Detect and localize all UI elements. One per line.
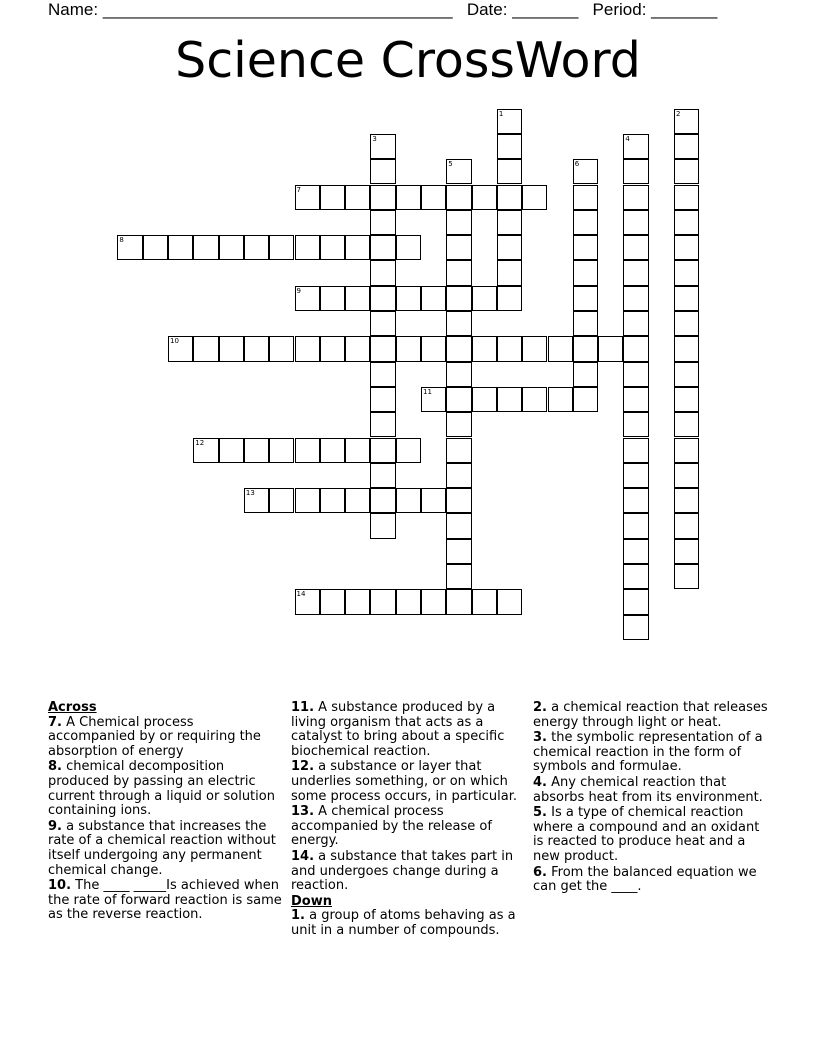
crossword-cell[interactable] — [497, 210, 522, 235]
crossword-cell[interactable] — [320, 488, 345, 513]
clues-column-3 — [533, 701, 769, 896]
crossword-cell[interactable] — [674, 362, 699, 387]
clue-down-1: 1. a group of atoms behaving as a unit in a number of compounds. — [291, 908, 516, 938]
crossword-cell[interactable] — [446, 336, 471, 361]
crossword-cell[interactable] — [497, 260, 522, 285]
crossword-cell[interactable] — [421, 589, 446, 614]
crossword-cell[interactable] — [446, 362, 471, 387]
crossword-cell[interactable] — [623, 387, 648, 412]
clue-across-14: 14. a substance that takes part in and undergoes change during a reaction. — [291, 848, 514, 894]
crossword-cell[interactable] — [623, 438, 648, 463]
crossword-cell[interactable] — [269, 235, 294, 260]
crossword-cell[interactable] — [269, 438, 294, 463]
crossword-cell[interactable] — [446, 412, 471, 437]
clue-number: 10 — [170, 337, 179, 346]
crossword-cell[interactable] — [320, 185, 345, 210]
crossword-cell[interactable] — [497, 286, 522, 311]
clue-across-11: 11. A substance produced by a living organism that acts as a catalyst to bring about a specific biochemical reaction. — [291, 700, 505, 759]
crossword-cell[interactable] — [370, 235, 395, 260]
date-field[interactable]: _______ — [512, 0, 579, 19]
crossword-cell[interactable] — [623, 235, 648, 260]
crossword-cell[interactable] — [573, 159, 598, 184]
page-title: Science CrossWord — [175, 32, 641, 89]
crossword-cell[interactable] — [320, 235, 345, 260]
crossword-cell[interactable] — [370, 463, 395, 488]
crossword-cell[interactable] — [497, 185, 522, 210]
crossword-cell[interactable] — [573, 260, 598, 285]
crossword-cell[interactable] — [168, 336, 193, 361]
crossword-cell[interactable] — [219, 438, 244, 463]
clue-down-3: 3. the symbolic representation of a chemical reaction in the form of symbols and formulae. — [533, 730, 763, 775]
crossword-cell[interactable] — [674, 412, 699, 437]
clue-down-6: 6. From the balanced equation we can get the ____. — [533, 864, 757, 895]
crossword-cell[interactable] — [370, 488, 395, 513]
crossword-cell[interactable] — [446, 185, 471, 210]
crossword-cell[interactable] — [497, 109, 522, 134]
crossword-cell[interactable] — [320, 336, 345, 361]
crossword-cell[interactable] — [370, 210, 395, 235]
crossword-cell[interactable] — [370, 260, 395, 285]
clue-number: 5 — [448, 160, 453, 169]
crossword-cell[interactable] — [396, 336, 421, 361]
crossword-cell[interactable] — [472, 336, 497, 361]
crossword-cell[interactable] — [472, 185, 497, 210]
crossword-cell[interactable] — [497, 589, 522, 614]
clue-across-7: 7. A Chemical process accompanied by or requiring the absorption of energy — [48, 714, 261, 759]
date-label: Date: — [466, 0, 508, 19]
crossword-cell[interactable] — [345, 185, 370, 210]
crossword-cell[interactable] — [674, 564, 699, 589]
crossword-cell[interactable] — [295, 235, 320, 260]
crossword-cell[interactable] — [446, 539, 471, 564]
crossword-cell[interactable] — [446, 564, 471, 589]
crossword-cell[interactable] — [522, 336, 547, 361]
crossword-cell[interactable] — [674, 109, 699, 134]
crossword-cell[interactable] — [295, 185, 320, 210]
crossword-cell[interactable] — [193, 336, 218, 361]
crossword-cell[interactable] — [674, 513, 699, 538]
crossword-cell[interactable] — [623, 311, 648, 336]
crossword-cell[interactable] — [674, 336, 699, 361]
crossword-cell[interactable] — [421, 286, 446, 311]
clues-column-2 — [291, 701, 527, 940]
crossword-cell[interactable] — [623, 513, 648, 538]
clue-number: 2 — [676, 109, 681, 118]
crossword-cell[interactable] — [472, 589, 497, 614]
crossword-cell[interactable] — [623, 336, 648, 361]
clue-number: 7 — [296, 185, 301, 194]
crossword-cell[interactable] — [573, 286, 598, 311]
crossword-cell[interactable] — [370, 589, 395, 614]
crossword-cell[interactable] — [370, 387, 395, 412]
crossword-cell[interactable] — [345, 286, 370, 311]
crossword-cell[interactable] — [244, 336, 269, 361]
clue-number: 13 — [245, 489, 255, 498]
crossword-cell[interactable] — [295, 336, 320, 361]
crossword-cell[interactable] — [472, 387, 497, 412]
name-label: Name: — [48, 0, 99, 19]
crossword-cell[interactable] — [573, 235, 598, 260]
crossword-cell[interactable] — [219, 235, 244, 260]
crossword-cell[interactable] — [244, 235, 269, 260]
crossword-cell[interactable] — [370, 286, 395, 311]
crossword-cell[interactable] — [396, 589, 421, 614]
crossword-cell[interactable] — [497, 387, 522, 412]
clue-across-8: 8. chemical decomposition produced by passing an electric current through a liquid or solution containing ions. — [48, 759, 275, 819]
crossword-cell[interactable] — [623, 615, 648, 640]
clue-down-5: 5. Is a type of chemical reaction where a compound and an oxidant is reacted to produce heat and a new product. — [533, 805, 760, 864]
crossword-cell[interactable] — [370, 311, 395, 336]
down-heading: Down — [291, 893, 332, 909]
period-label: Period: — [592, 0, 647, 19]
crossword-cell[interactable] — [674, 134, 699, 159]
crossword-cell[interactable] — [674, 311, 699, 336]
clue-across-9: 9. a substance that increases the rate of a chemical reaction without itself undergoing any permanent chemical change. — [48, 818, 276, 878]
crossword-cell[interactable] — [295, 488, 320, 513]
crossword-cell[interactable] — [345, 235, 370, 260]
crossword-cell[interactable] — [345, 488, 370, 513]
crossword-cell[interactable] — [598, 336, 623, 361]
crossword-cell[interactable] — [623, 134, 648, 159]
crossword-cell[interactable] — [168, 235, 193, 260]
crossword-cell[interactable] — [497, 235, 522, 260]
clue-number: 1 — [498, 109, 504, 118]
crossword-cell[interactable] — [193, 235, 218, 260]
crossword-cell[interactable] — [446, 589, 471, 614]
crossword-cell[interactable] — [370, 438, 395, 463]
crossword-cell[interactable] — [370, 412, 395, 437]
crossword-cell[interactable] — [370, 134, 395, 159]
crossword-cell[interactable] — [623, 564, 648, 589]
crossword-cell[interactable] — [446, 260, 471, 285]
crossword-cell[interactable] — [446, 159, 471, 184]
crossword-cell[interactable] — [269, 336, 294, 361]
crossword-cell[interactable] — [370, 513, 395, 538]
crossword-cell[interactable] — [244, 488, 269, 513]
crossword-cell[interactable] — [674, 185, 699, 210]
crossword-cell[interactable] — [674, 438, 699, 463]
crossword-cell[interactable] — [674, 463, 699, 488]
crossword-cell[interactable] — [396, 438, 421, 463]
crossword-cell[interactable] — [320, 589, 345, 614]
clue-across-10: 10. The ____ _____Is achieved when the rate of forward reaction is same as the reverse reaction. — [48, 878, 282, 923]
clue-down-2: 2. a chemical reaction that releases energy through light or heat. — [533, 700, 768, 730]
crossword-cell[interactable] — [674, 488, 699, 513]
crossword-cell[interactable] — [446, 463, 471, 488]
crossword-cell[interactable] — [446, 286, 471, 311]
crossword-cell[interactable] — [446, 387, 471, 412]
clue-number: 12 — [195, 438, 205, 447]
crossword-cell[interactable] — [674, 539, 699, 564]
crossword-cell[interactable] — [345, 438, 370, 463]
clue-down-4: 4. Any chemical reaction that absorbs heat from its environment. — [533, 774, 763, 805]
crossword-cell[interactable] — [421, 488, 446, 513]
clue-number: 14 — [296, 590, 306, 599]
crossword-cell[interactable] — [674, 235, 699, 260]
crossword-cell[interactable] — [370, 336, 395, 361]
crossword-cell[interactable] — [497, 336, 522, 361]
crossword-cell[interactable] — [674, 260, 699, 285]
clue-number: 4 — [625, 134, 630, 143]
crossword-cell[interactable] — [370, 362, 395, 387]
crossword-cell[interactable] — [143, 235, 168, 260]
crossword-cell[interactable] — [623, 260, 648, 285]
crossword-cell[interactable] — [269, 488, 294, 513]
crossword-cell[interactable] — [345, 589, 370, 614]
crossword-cell[interactable] — [674, 387, 699, 412]
crossword-cell[interactable] — [573, 336, 598, 361]
crossword-cell[interactable] — [295, 438, 320, 463]
clue-across-13: 13. A chemical process accompanied by the release of energy. — [291, 804, 492, 849]
crossword-cell[interactable] — [548, 387, 573, 412]
crossword-cell[interactable] — [446, 488, 471, 513]
clue-number: 9 — [296, 286, 301, 295]
crossword-cell[interactable] — [320, 286, 345, 311]
clue-number: 8 — [119, 236, 124, 245]
crossword-cell[interactable] — [623, 159, 648, 184]
crossword-cell[interactable] — [674, 159, 699, 184]
crossword-cell[interactable] — [117, 235, 142, 260]
crossword-cell[interactable] — [446, 513, 471, 538]
crossword-cell[interactable] — [623, 362, 648, 387]
crossword-cell[interactable] — [446, 210, 471, 235]
crossword-cell[interactable] — [623, 210, 648, 235]
crossword-cell[interactable] — [295, 286, 320, 311]
crossword-cell[interactable] — [522, 387, 547, 412]
clue-across-12: 12. a substance or layer that underlies something, or on which some process occurs, in particular. — [291, 759, 517, 804]
crossword-cell[interactable] — [446, 311, 471, 336]
crossword-cell[interactable] — [497, 134, 522, 159]
crossword-cell[interactable] — [396, 286, 421, 311]
clue-number: 3 — [372, 134, 377, 143]
crossword-cell[interactable] — [573, 362, 598, 387]
crossword-cell[interactable] — [573, 185, 598, 210]
crossword-cell[interactable] — [522, 185, 547, 210]
crossword-cell[interactable] — [421, 387, 446, 412]
crossword-cell[interactable] — [219, 336, 244, 361]
across-heading: Across — [48, 700, 97, 715]
crossword-cell[interactable] — [623, 412, 648, 437]
crossword-cell[interactable] — [674, 286, 699, 311]
crossword-cell[interactable] — [497, 159, 522, 184]
crossword-cell[interactable] — [370, 159, 395, 184]
crossword-cell[interactable] — [623, 539, 648, 564]
clue-number: 11 — [423, 387, 432, 396]
crossword-cell[interactable] — [295, 589, 320, 614]
crossword-cell[interactable] — [674, 210, 699, 235]
crossword-cell[interactable] — [396, 185, 421, 210]
crossword-cell[interactable] — [472, 286, 497, 311]
crossword-cell[interactable] — [623, 463, 648, 488]
crossword-cell[interactable] — [244, 438, 269, 463]
crossword-cell[interactable] — [193, 438, 218, 463]
clues-column-1 — [48, 701, 284, 924]
crossword-cell[interactable] — [421, 185, 446, 210]
crossword-cell[interactable] — [573, 210, 598, 235]
crossword-cell[interactable] — [623, 488, 648, 513]
name-field[interactable]: _____________________________________ — [102, 0, 453, 19]
crossword-cell[interactable] — [623, 589, 648, 614]
crossword-cell[interactable] — [396, 235, 421, 260]
crossword-cell[interactable] — [573, 387, 598, 412]
crossword-cell[interactable] — [623, 286, 648, 311]
crossword-cell[interactable] — [370, 185, 395, 210]
crossword-cell[interactable] — [421, 336, 446, 361]
crossword-cell[interactable] — [446, 438, 471, 463]
crossword-cell[interactable] — [320, 438, 345, 463]
crossword-cell[interactable] — [446, 235, 471, 260]
crossword-cell[interactable] — [623, 185, 648, 210]
period-field[interactable]: _______ — [651, 0, 718, 19]
crossword-cell[interactable] — [396, 488, 421, 513]
crossword-cell[interactable] — [573, 311, 598, 336]
crossword-cell[interactable] — [548, 336, 573, 361]
clue-number: 6 — [574, 160, 580, 169]
crossword-cell[interactable] — [345, 336, 370, 361]
